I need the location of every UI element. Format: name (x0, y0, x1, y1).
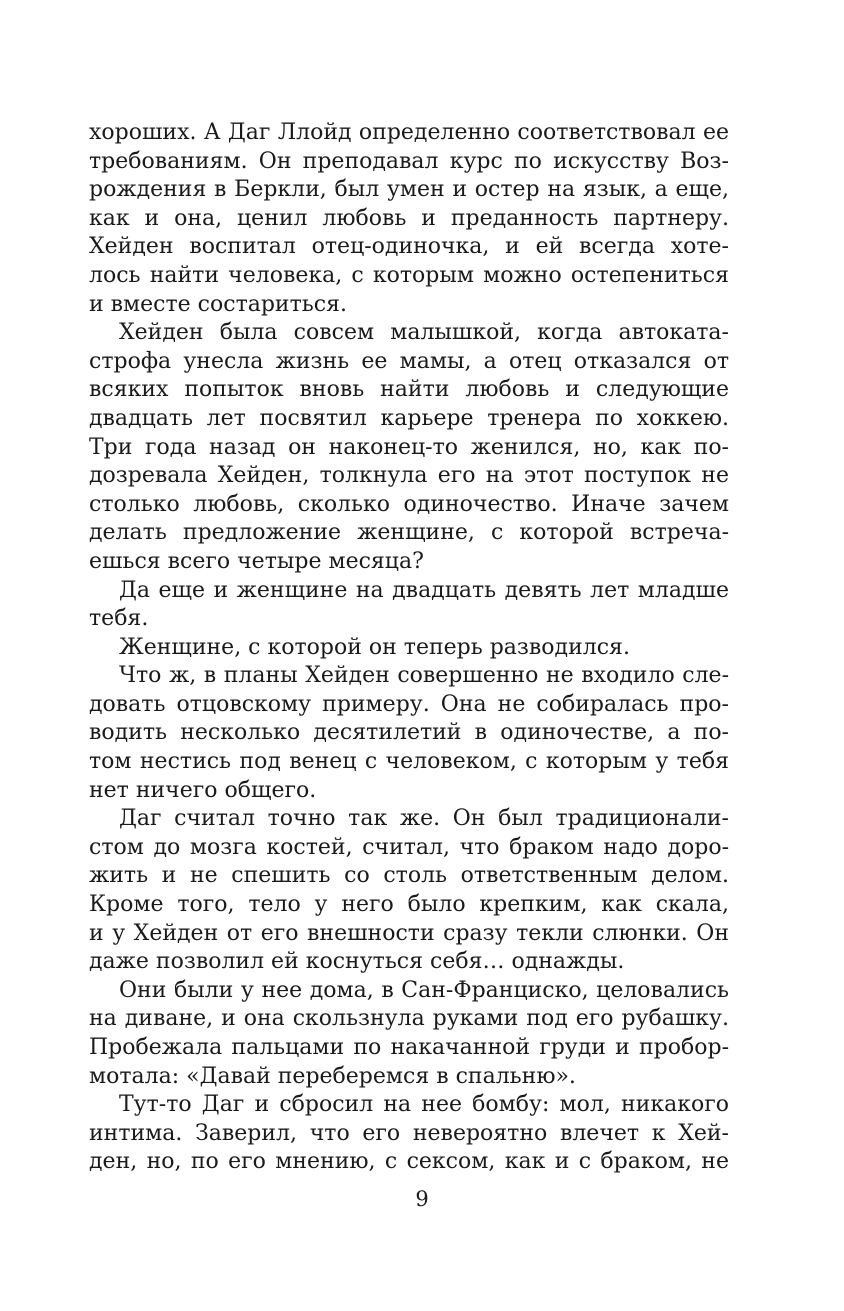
text-line: всяких попыток вновь найти любовь и следующие (89, 377, 729, 403)
text-line: довать отцовскому примеру. Она не собиралась про- (89, 691, 729, 717)
body-text (89, 119, 729, 1177)
text-line: даже позволил ей коснуться себя… однажды. (89, 949, 625, 975)
text-line: Хейден воспитал отец-одиночка, и ей всегда хоте- (89, 234, 729, 260)
text-line: нет ничего общего. (89, 777, 317, 803)
text-line: Они были у нее дома, в Сан-Франциско, целовались (119, 977, 729, 1003)
text-line: ден, но, по его мнению, с сексом, как и с браком, не (89, 1149, 729, 1175)
text-line: Пробежала пальцами по накачанной груди и пробор- (89, 1035, 729, 1060)
text-line: двадцать лет посвятил карьере тренера по хоккею. (89, 405, 729, 431)
text-line: жить и не спешить со столь ответственным делом. (89, 863, 729, 889)
text-line: Да еще и женщине на двадцать девять лет младше (119, 577, 729, 603)
text-line: столько любовь, сколько одиночество. Иначе зачем (89, 491, 729, 517)
text-line: и у Хейден от его внешности сразу текли слюнки. Он (89, 920, 729, 946)
text-line: дозревала Хейден, толкнула его на этот поступок не (89, 463, 729, 489)
paragraph (89, 977, 729, 1091)
text-line: том нестись под венец с человеком, с которым у тебя (89, 749, 729, 775)
text-line: лось найти человека, с которым можно остепениться (89, 262, 729, 288)
paragraph (89, 805, 729, 977)
paragraph (89, 634, 729, 663)
text-line: строфа унесла жизнь ее мамы, а отец отказался от (89, 348, 729, 374)
text-line: стом до мозга костей, считал, что браком надо доро- (89, 834, 729, 860)
page-number: 9 (415, 1187, 429, 1211)
text-line: рождения в Беркли, был умен и остер на язык, а еще, (89, 177, 729, 203)
text-line: мотала: «Давай переберемся в спальню». (89, 1063, 576, 1089)
text-line: Женщине, с которой он теперь разводился. (119, 634, 630, 660)
paragraph (89, 319, 729, 576)
text-line: как и она, ценил любовь и преданность партнеру. (89, 205, 729, 231)
text-line: Тут-то Даг и сбросил на нее бомбу: мол, никакого (119, 1092, 729, 1118)
text-line: хороших. А Даг Ллойд определенно соответствовал ее (89, 120, 729, 145)
text-line: водить несколько десятилетий в одиночестве, а по- (89, 720, 729, 746)
text-line: и вместе состариться. (89, 291, 347, 317)
text-line: Три года назад он наконец-то женился, но, как по- (89, 434, 729, 460)
paragraph (89, 577, 729, 634)
text-line: делать предложение женщине, с которой встреча- (89, 520, 729, 546)
paragraph (89, 1091, 729, 1177)
text-line: Кроме того, тело у него было крепким, как скала, (89, 892, 729, 918)
paragraph (89, 662, 729, 805)
text-line: требованиям. Он преподавал курс по искусству Воз- (89, 148, 729, 174)
text-line: Хейден была совсем малышкой, когда автоката- (119, 320, 729, 346)
text-line: ешься всего четыре месяца? (89, 548, 424, 574)
text-line: Даг считал точно так же. Он был традиционали- (119, 806, 729, 832)
text-line: тебя. (89, 606, 149, 632)
text-line: интима. Заверил, что его невероятно влечет к Хей- (89, 1120, 729, 1146)
text-line: Что ж, в планы Хейден совершенно не входило сле- (119, 663, 729, 689)
paragraph (89, 119, 729, 319)
text-line: на диване, и она скользнула руками под его рубашку. (89, 1006, 729, 1032)
